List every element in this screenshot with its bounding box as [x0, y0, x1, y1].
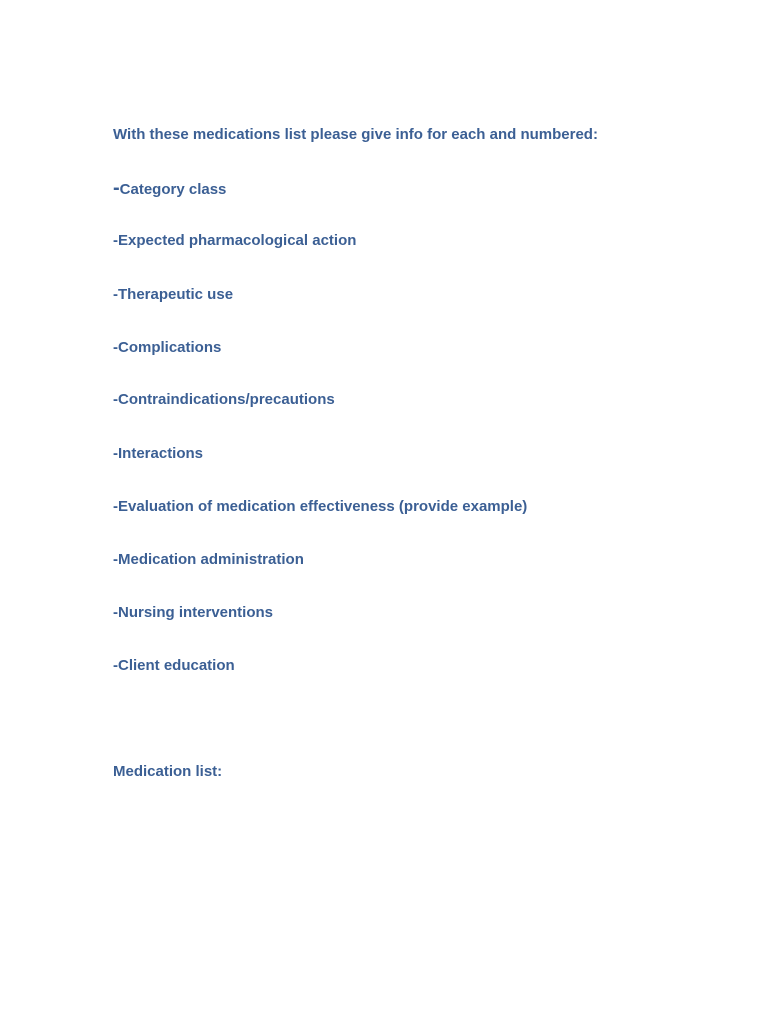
list-item-text: Client education [118, 657, 235, 674]
list-item-text: Category class [119, 181, 227, 198]
list-item-dash: - [113, 604, 118, 621]
list-item-text: Interactions [118, 445, 204, 462]
list-item [113, 391, 335, 409]
list-item [113, 286, 233, 304]
list-item-dash: - [113, 177, 120, 199]
list-item [113, 498, 527, 516]
list-item-dash: - [113, 339, 118, 356]
list-item [113, 232, 356, 250]
list-item-dash: - [113, 391, 118, 408]
intro-text: With these medications list please give info for each and numbered: [113, 126, 598, 143]
list-item-dash: - [113, 286, 118, 303]
list-item-text: Evaluation of medication effectiveness (provide example) [118, 498, 528, 515]
list-item [113, 604, 273, 622]
list-item [113, 445, 203, 463]
list-item-dash: - [113, 657, 118, 674]
list-item-text: Nursing interventions [118, 604, 274, 621]
list-item [113, 657, 235, 675]
list-item [113, 179, 226, 199]
list-item-dash: - [113, 445, 118, 462]
list-item-text: Complications [118, 339, 222, 356]
list-item-text: Therapeutic use [118, 286, 234, 303]
list-item-dash: - [113, 498, 118, 515]
list-item-text: Expected pharmacological action [118, 232, 357, 249]
list-item-dash: - [113, 551, 118, 568]
list-item-dash: - [113, 232, 118, 249]
list-item-text: Medication administration [118, 551, 304, 568]
list-item-text: Contraindications/precautions [118, 391, 335, 408]
list-item [113, 339, 221, 357]
list-item [113, 551, 304, 569]
medication-list-heading: Medication list: [113, 763, 223, 780]
